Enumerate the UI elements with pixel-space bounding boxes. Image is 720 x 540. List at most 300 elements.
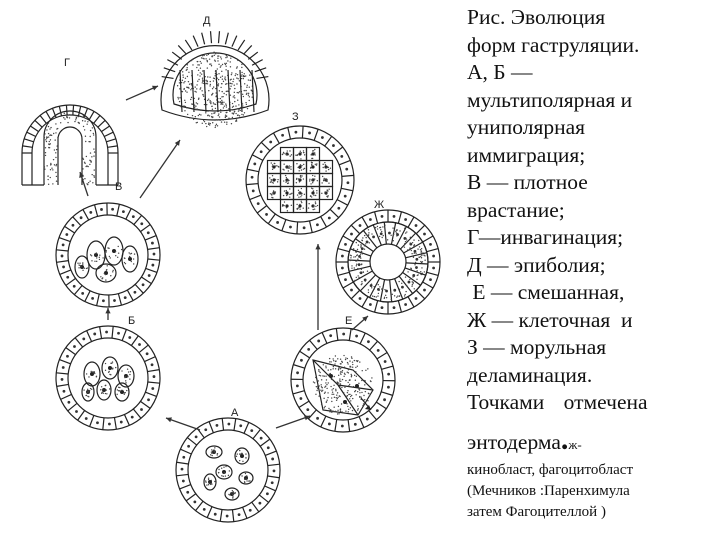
endoderm-dot — [197, 61, 198, 62]
endoderm-dot — [283, 163, 284, 164]
endoderm-dot — [221, 91, 222, 92]
endoderm-dot — [336, 394, 337, 395]
inner-cell-nucleus — [329, 374, 333, 378]
endoderm-dot — [272, 169, 273, 170]
endoderm-dot — [238, 110, 239, 111]
endoderm-dot — [106, 389, 107, 390]
inner-cell-nucleus — [311, 191, 314, 194]
cell-wall — [186, 494, 196, 501]
cell-wall — [314, 129, 318, 140]
endoderm-dot — [236, 83, 237, 84]
endoderm-dot — [315, 203, 316, 204]
endoderm-dot — [215, 53, 216, 54]
endoderm-dot — [326, 402, 327, 403]
endoderm-dot — [326, 379, 327, 380]
caption-line: врастание; — [467, 197, 565, 222]
endoderm-dot — [406, 239, 407, 240]
endoderm-dot — [228, 475, 229, 476]
endoderm-dot — [203, 55, 204, 56]
endoderm-dot — [301, 169, 302, 170]
endoderm-dot — [246, 104, 247, 105]
cell-wall — [351, 225, 359, 233]
endoderm-dot — [289, 194, 290, 195]
endoderm-dot — [411, 285, 412, 286]
endoderm-dot — [232, 117, 233, 118]
endoderm-dot — [311, 162, 312, 163]
cell-wall — [246, 184, 258, 185]
cell-wall — [348, 420, 350, 432]
endoderm-dot — [420, 271, 421, 272]
endoderm-dot — [393, 289, 394, 290]
endoderm-dot — [55, 165, 56, 166]
endoderm-dot — [207, 67, 208, 68]
endoderm-dot — [382, 226, 383, 227]
endoderm-dot — [243, 96, 244, 97]
endoderm-dot — [394, 230, 395, 231]
endoderm-dot — [232, 496, 233, 497]
cell-nucleus — [134, 291, 137, 294]
endoderm-dot — [204, 121, 205, 122]
cell-wall — [390, 280, 392, 302]
cell-wall — [343, 282, 353, 288]
cell-nucleus — [296, 384, 299, 387]
endoderm-dot — [350, 396, 351, 397]
endoderm-dot — [272, 164, 273, 165]
cell-nucleus — [93, 333, 96, 336]
endoderm-dot — [232, 490, 233, 491]
endoderm-dot — [218, 79, 219, 80]
endoderm-dot — [92, 182, 93, 183]
inner-cell-nucleus — [355, 384, 359, 388]
endoderm-dot — [321, 193, 322, 194]
endoderm-dot — [238, 104, 239, 105]
endoderm-dot — [120, 391, 121, 392]
cell-wall — [342, 175, 354, 176]
cell-nucleus — [429, 278, 432, 281]
endoderm-dot — [300, 196, 301, 197]
endoderm-dot — [378, 284, 379, 285]
endoderm-dot — [221, 468, 222, 469]
endoderm-dot — [337, 398, 338, 399]
endoderm-dot — [367, 236, 368, 237]
endoderm-dot — [237, 60, 238, 61]
endoderm-dot — [206, 484, 207, 485]
endoderm-dot — [309, 179, 310, 180]
endoderm-dot — [343, 355, 344, 356]
endoderm-dot — [313, 195, 314, 196]
endoderm-dot — [407, 249, 408, 250]
endoderm-dot — [320, 390, 321, 391]
endoderm-dot — [272, 175, 273, 176]
cell-nucleus — [251, 176, 254, 179]
cell-nucleus — [369, 303, 372, 306]
endoderm-dot — [199, 75, 200, 76]
endoderm-dot — [405, 241, 406, 242]
endoderm-dot — [208, 478, 209, 479]
endoderm-dot — [339, 378, 340, 379]
endoderm-dot — [105, 250, 106, 251]
endoderm-dot — [326, 196, 327, 197]
endoderm-dot — [56, 128, 57, 129]
endoderm-dot — [63, 117, 64, 118]
endoderm-dot — [229, 83, 230, 84]
endoderm-dot — [201, 90, 202, 91]
endoderm-dot — [233, 113, 234, 114]
endoderm-dot — [230, 86, 231, 87]
endoderm-dot — [357, 366, 358, 367]
cell-nucleus — [80, 216, 83, 219]
cell-wall — [250, 195, 261, 199]
endoderm-dot — [241, 67, 242, 68]
endoderm-dot — [270, 182, 271, 183]
endoderm-dot — [359, 361, 360, 362]
cell-nucleus — [204, 428, 207, 431]
endoderm-dot — [179, 101, 180, 102]
endoderm-dot — [237, 100, 238, 101]
cell-wall — [40, 115, 46, 123]
endoderm-dot — [328, 182, 329, 183]
endoderm-dot — [352, 366, 353, 367]
endoderm-dot — [128, 252, 129, 253]
endoderm-dot — [358, 389, 359, 390]
cell-wall — [408, 297, 414, 307]
endoderm-dot — [130, 253, 131, 254]
endoderm-dot — [287, 180, 288, 181]
endoderm-dot — [285, 175, 286, 176]
endoderm-dot — [102, 392, 103, 393]
endoderm-dot — [118, 390, 119, 391]
endoderm-dot — [287, 183, 288, 184]
endoderm-dot — [220, 56, 221, 57]
cell-nucleus — [63, 390, 66, 393]
endoderm-dot — [417, 275, 418, 276]
endoderm-dot — [102, 257, 103, 258]
endoderm-dot — [236, 67, 237, 68]
endoderm-dot — [312, 158, 313, 159]
endoderm-dot — [418, 240, 419, 241]
endoderm-dot — [213, 113, 214, 114]
cell-wall — [30, 126, 38, 132]
endoderm-dot — [198, 79, 199, 80]
endoderm-dot — [237, 453, 238, 454]
caption-line: З — морульная — [467, 335, 607, 359]
cell-wall — [112, 326, 113, 338]
cell-nucleus — [271, 481, 274, 484]
endoderm-dot — [249, 100, 250, 101]
endoderm-dot — [186, 70, 187, 71]
endoderm-dot — [214, 78, 215, 79]
endoderm-dot — [209, 58, 210, 59]
cell-nucleus — [289, 226, 292, 229]
cell-nucleus — [415, 266, 418, 269]
embryo-outline — [56, 203, 160, 307]
endoderm-dot — [196, 67, 197, 68]
cell-nucleus — [376, 409, 379, 412]
endoderm-dot — [286, 166, 287, 167]
endoderm-dot — [52, 183, 53, 184]
endoderm-dot — [390, 235, 391, 236]
cell-wall — [406, 263, 428, 264]
endoderm-dot — [44, 137, 45, 138]
endoderm-dot — [191, 60, 192, 61]
endoderm-dot — [414, 288, 415, 289]
cell-wall — [376, 402, 386, 409]
endoderm-dot — [78, 122, 79, 123]
cell-wall — [370, 341, 378, 350]
endoderm-dot — [359, 396, 360, 397]
endoderm-dot — [215, 127, 216, 128]
endoderm-dot — [406, 231, 407, 232]
endoderm-dot — [101, 386, 102, 387]
endoderm-dot — [405, 276, 406, 277]
endoderm-dot — [287, 210, 288, 211]
cell-wall — [148, 248, 160, 250]
endoderm-dot — [350, 257, 351, 258]
endoderm-dot — [316, 190, 317, 191]
cell-wall — [180, 449, 191, 454]
endoderm-dot — [344, 387, 345, 388]
endoderm-dot — [369, 395, 370, 396]
endoderm-dot — [215, 125, 216, 126]
inner-cell-nucleus — [112, 249, 116, 253]
endoderm-dot — [96, 376, 97, 377]
endoderm-dot — [88, 392, 89, 393]
endoderm-dot — [421, 248, 422, 249]
endoderm-dot — [124, 257, 125, 258]
cell-wall — [351, 290, 359, 298]
endoderm-dot — [286, 190, 287, 191]
endoderm-dot — [360, 257, 361, 258]
endoderm-dot — [200, 114, 201, 115]
cell-wall — [310, 340, 318, 349]
endoderm-dot — [106, 393, 107, 394]
endoderm-dot — [396, 232, 397, 233]
cell-wall — [300, 351, 310, 358]
endoderm-dot — [198, 70, 199, 71]
endoderm-dot — [124, 392, 125, 393]
endoderm-dot — [195, 86, 196, 87]
endoderm-dot — [324, 407, 325, 408]
endoderm-dot — [405, 232, 406, 233]
caption-line: В — плотное — [467, 170, 588, 194]
endoderm-dot — [367, 271, 368, 272]
endoderm-dot — [184, 100, 185, 101]
endoderm-dot — [207, 76, 208, 77]
endoderm-dot — [224, 122, 225, 123]
cell-nucleus — [62, 366, 65, 369]
cell-wall — [268, 476, 280, 478]
caption-line-endoderm — [467, 422, 717, 460]
endoderm-dot — [380, 229, 381, 230]
endoderm-dot — [213, 102, 214, 103]
endoderm-dot — [203, 120, 204, 121]
endoderm-dot — [43, 144, 44, 145]
endoderm-dot — [226, 105, 227, 106]
endoderm-dot — [206, 126, 207, 127]
endoderm-dot — [299, 193, 300, 194]
endoderm-dot — [217, 60, 218, 61]
endoderm-dot — [296, 182, 297, 183]
endoderm-dot — [412, 283, 413, 284]
cell-wall — [27, 132, 36, 136]
cell-wall — [83, 209, 89, 220]
endoderm-dot — [324, 406, 325, 407]
cell-wall — [268, 464, 280, 465]
endoderm-dot — [195, 109, 196, 110]
endoderm-dot — [234, 84, 235, 85]
endoderm-dot — [330, 361, 331, 362]
endoderm-dot — [350, 260, 351, 261]
endoderm-dot — [296, 179, 297, 180]
endoderm-dot — [304, 154, 305, 155]
endoderm-dot — [313, 190, 314, 191]
endoderm-dot — [321, 182, 322, 183]
endoderm-dot — [354, 391, 355, 392]
endoderm-dot — [129, 256, 130, 257]
endoderm-dot — [331, 389, 332, 390]
endoderm-dot — [406, 285, 407, 286]
endoderm-dot — [183, 77, 184, 78]
endoderm-dot — [361, 269, 362, 270]
endoderm-dot — [277, 179, 278, 180]
cell-nucleus — [316, 417, 319, 420]
endoderm-dot — [218, 115, 219, 116]
endoderm-dot — [310, 183, 311, 184]
endoderm-dot — [189, 84, 190, 85]
cell-nucleus — [153, 253, 156, 256]
endoderm-dot — [218, 472, 219, 473]
cell-wall — [232, 36, 237, 47]
endoderm-dot — [220, 66, 221, 67]
endoderm-dot — [410, 237, 411, 238]
endoderm-dot — [105, 385, 106, 386]
endoderm-dot — [404, 247, 405, 248]
endoderm-dot — [201, 62, 202, 63]
endoderm-dot — [246, 475, 247, 476]
cell-wall — [140, 225, 150, 232]
cell-nucleus — [344, 278, 347, 281]
endoderm-dot — [50, 134, 51, 135]
cell-nucleus — [381, 215, 384, 218]
endoderm-dot — [89, 390, 90, 391]
endoderm-dot — [340, 368, 341, 369]
endoderm-dot — [214, 451, 215, 452]
endoderm-dot — [211, 56, 212, 57]
endoderm-dot — [387, 239, 388, 240]
endoderm-dot — [308, 207, 309, 208]
endoderm-dot — [331, 401, 332, 402]
endoderm-dot — [300, 175, 301, 176]
endoderm-dot — [233, 492, 234, 493]
cell-wall — [124, 414, 129, 425]
endoderm-dot — [107, 247, 108, 248]
endoderm-dot — [393, 240, 394, 241]
endoderm-dot — [348, 409, 349, 410]
cell-wall — [252, 155, 263, 161]
endoderm-dot — [298, 190, 299, 191]
endoderm-dot — [355, 380, 356, 381]
endoderm-dot — [409, 247, 410, 248]
endoderm-dot — [218, 64, 219, 65]
endoderm-dot — [326, 181, 327, 182]
endoderm-dot — [210, 101, 211, 102]
endoderm-dot — [397, 233, 398, 234]
endoderm-dot — [273, 190, 274, 191]
endoderm-dot — [288, 170, 289, 171]
endoderm-dot — [413, 239, 414, 240]
endoderm-dot — [221, 475, 222, 476]
endoderm-dot — [235, 73, 236, 74]
cell-nucleus — [276, 221, 279, 224]
endoderm-dot — [355, 260, 356, 261]
endoderm-dot — [242, 461, 243, 462]
endoderm-dot — [284, 201, 285, 202]
endoderm-dot — [197, 74, 198, 75]
endoderm-dot — [323, 364, 324, 365]
endoderm-dot — [50, 177, 51, 178]
endoderm-dot — [296, 208, 297, 209]
endoderm-dot — [53, 133, 54, 134]
endoderm-dot — [351, 255, 352, 256]
endoderm-dot — [96, 257, 97, 258]
endoderm-dot — [377, 226, 378, 227]
endoderm-dot — [131, 261, 132, 262]
endoderm-dot — [207, 100, 208, 101]
endoderm-dot — [124, 394, 125, 395]
endoderm-dot — [396, 229, 397, 230]
cell-nucleus — [341, 255, 344, 258]
endoderm-dot — [334, 397, 335, 398]
cell-nucleus — [387, 373, 390, 376]
endoderm-dot — [109, 374, 110, 375]
endoderm-dot — [342, 370, 343, 371]
cell-wall — [178, 45, 186, 54]
endoderm-dot — [326, 193, 327, 194]
endoderm-dot — [213, 86, 214, 87]
cell-wall — [349, 266, 370, 271]
endoderm-dot — [418, 256, 419, 257]
cell-nucleus — [355, 335, 358, 338]
endoderm-dot — [211, 113, 212, 114]
endoderm-dot — [327, 392, 328, 393]
endoderm-dot — [296, 204, 297, 205]
endoderm-dot — [249, 96, 250, 97]
endoderm-dot — [291, 205, 292, 206]
endoderm-dot — [125, 263, 126, 264]
endoderm-dot — [424, 271, 425, 272]
endoderm-dot — [289, 150, 290, 151]
cell-nucleus — [344, 243, 347, 246]
endoderm-dot — [378, 293, 379, 294]
cell-wall — [268, 214, 275, 224]
endoderm-dot — [274, 163, 275, 164]
endoderm-dot — [324, 375, 325, 376]
endoderm-dot — [209, 115, 210, 116]
endoderm-dot — [54, 139, 55, 140]
endoderm-dot — [88, 396, 89, 397]
cell-nucleus — [384, 360, 387, 363]
endoderm-dot — [323, 398, 324, 399]
endoderm-dot — [337, 410, 338, 411]
endoderm-dot — [347, 358, 348, 359]
cell-wall — [85, 291, 90, 302]
endoderm-dot — [96, 252, 97, 253]
endoderm-dot — [195, 105, 196, 106]
endoderm-dot — [201, 57, 202, 58]
cell-wall — [114, 417, 116, 429]
endoderm-dot — [381, 237, 382, 238]
endoderm-dot — [230, 66, 231, 67]
